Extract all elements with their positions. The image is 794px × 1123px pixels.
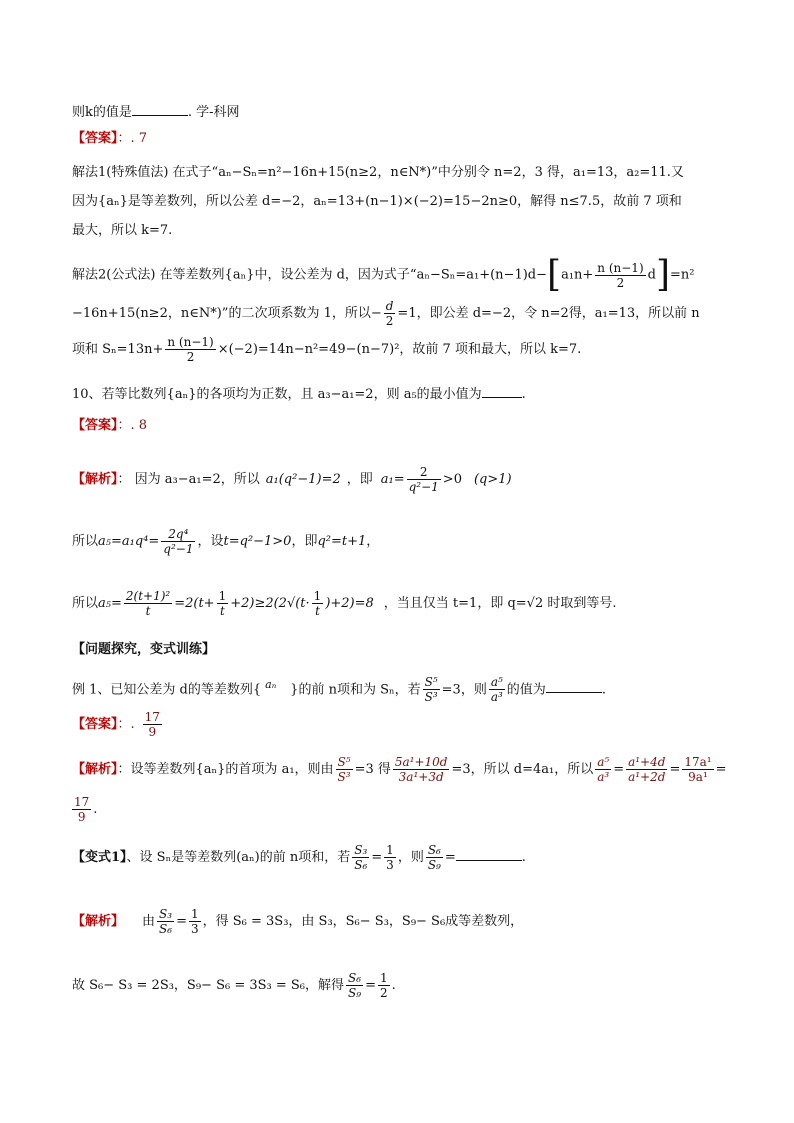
fraction-denominator: t (145, 604, 151, 618)
fraction-numerator: S₆ (348, 971, 362, 985)
text: 故 S₆− S₃ = 2S₃，S₉− S₆ = 3S₃ = S₆，解得 (72, 978, 345, 993)
text: ， (366, 534, 380, 549)
text: }的前 n项和为 Sₙ，若 (290, 682, 421, 698)
conclusion (72, 968, 734, 1004)
fraction-denominator: t (219, 604, 225, 618)
analysis-text: ，即 (346, 472, 373, 487)
fraction (336, 755, 353, 784)
fraction (384, 299, 396, 328)
fraction-numerator: 1 (190, 907, 199, 921)
condition: (q>1) (473, 472, 512, 487)
text: =3 得 (354, 762, 391, 777)
text: 由 (142, 914, 156, 929)
text: ：设等差数列{aₙ}的首项为 a₁，则由 (117, 762, 334, 777)
answer-label: 【答案】 (72, 717, 118, 732)
fraction-numerator: a⁵ (597, 755, 610, 769)
fraction-denominator: S³ (424, 690, 438, 705)
analysis-label: 【解析】 (72, 762, 118, 777)
solution2-line2 (72, 297, 734, 331)
text: =3，所以 d=4a₁，所以 (451, 762, 594, 777)
fraction-denominator: q²−1 (408, 480, 439, 494)
text: ，当且仅当 t=1，即 q=√2 时取到等号. (383, 596, 617, 611)
fraction-numerator: d (385, 299, 394, 313)
text: 、设 Sₙ是等差数列(aₙ)的前 n项和，若 (126, 850, 351, 865)
text: . (391, 978, 396, 993)
fraction-denominator: S₉ (427, 858, 441, 872)
analysis10-line (72, 460, 734, 500)
fraction (378, 971, 390, 1000)
solution2-text: 项和 Sₙ=13n+ (72, 342, 164, 357)
answer-line (72, 129, 734, 149)
text: ，设 (197, 534, 224, 549)
analysis-label: 【解析】 (72, 472, 118, 487)
derivation-line1 (72, 522, 734, 562)
answer-label: 【答案】 (72, 131, 118, 146)
fraction-numerator: 17 (74, 795, 90, 809)
text: =3，则 (441, 682, 487, 698)
derivation-line2 (72, 582, 734, 626)
fraction-numerator: n (n−1) (167, 335, 214, 349)
formula: aₙ (265, 678, 277, 691)
solution2-line1 (72, 254, 734, 295)
answer-value: ：. 8 (117, 418, 148, 433)
fraction-numerator: 17 (144, 710, 160, 724)
analysis-variant1 (72, 904, 734, 940)
text: = (444, 850, 456, 865)
fraction-denominator: 2 (385, 314, 394, 328)
answer-blank (546, 678, 602, 693)
solution2-text: −16n+15(n≥2，n∈N*)”的二次项系数为 1，所以− (72, 306, 382, 321)
fraction (124, 589, 172, 618)
fraction-numerator: n (n−1) (597, 260, 644, 275)
fraction-denominator: q²−1 (163, 542, 194, 556)
fraction-numerator: 1 (313, 589, 322, 603)
fraction (143, 710, 162, 739)
fraction (426, 843, 443, 872)
fraction (423, 675, 440, 704)
formula: )+2)=8 (325, 596, 374, 611)
solution1-line1: 解法1(特殊值法) 在式子“aₙ−Sₙ=n²−16n+15(n≥2，n∈N*)”中分别令 n=2，3 得，a₁=13，a₂=11.又 (72, 165, 684, 180)
solution2-text: d (647, 267, 656, 283)
section-heading: 【问题探究，变式训练】 (72, 642, 216, 657)
solution1-line3: 最大，所以 k=7. (72, 223, 173, 238)
fraction-numerator: 1 (379, 971, 388, 985)
fraction (165, 335, 215, 364)
solution2-text: ×(−2)=14n−n²=49−(n−7)²，故前 7 项和最大，所以 k=7. (217, 342, 582, 357)
fraction (217, 589, 229, 618)
fraction-denominator: 2 (379, 986, 388, 1000)
question-text: 则k的值是 (72, 105, 132, 120)
solution2-text: =n² (670, 267, 695, 283)
answer-blank (482, 383, 522, 398)
fraction (157, 907, 174, 936)
fraction-denominator: 9 (77, 810, 86, 824)
fraction-numerator: S⁵ (424, 675, 438, 690)
fraction (626, 755, 667, 784)
analysis-example1-line (72, 752, 734, 788)
lead-text: 所以 (72, 534, 99, 549)
fraction-denominator: 3 (386, 858, 394, 872)
variant1 (72, 840, 734, 876)
left-bracket: [ (547, 254, 562, 295)
text: = (176, 914, 187, 929)
formula: a₁= (380, 472, 405, 487)
solution2-text: a₁n+ (561, 267, 594, 283)
solution2-text: =1，即公差 d=−2，令 n=2得，a₁=13，所以前 n (397, 306, 700, 321)
text: = (613, 762, 625, 777)
formula: a₅= (98, 596, 122, 611)
text: = (365, 978, 376, 993)
question10-text: 10、若等比数列{aₙ}的各项均为正数，且 a₃−a₁=2，则 a₅的最小值为 (72, 387, 482, 402)
fraction-denominator: 9 (148, 725, 157, 739)
answer-label: 【答案】 (72, 418, 118, 433)
question-tail-line (72, 101, 734, 123)
text: . (93, 802, 98, 817)
fraction-numerator: 17a¹ (684, 755, 712, 769)
solution2-text: 解法2(公式法) 在等差数列{aₙ}中，设公差为 d，因为式子“aₙ−Sₙ=a₁+(n−1)d− (72, 267, 548, 283)
text: . (601, 682, 606, 698)
fraction (72, 795, 91, 824)
fraction-numerator: S₃ (159, 907, 173, 921)
text: 例 1、已知公差为 d的等差数列{ (72, 682, 262, 698)
fraction-numerator: 2 (407, 465, 441, 480)
text: = (669, 762, 681, 777)
fraction (312, 589, 324, 618)
fraction-numerator: 2(t+1)² (125, 589, 171, 603)
fraction-denominator: a³ (597, 770, 610, 784)
fraction-denominator: t (315, 604, 320, 618)
fraction-denominator: 3 (190, 922, 199, 936)
question-tail: . 学-科网 (187, 105, 240, 120)
fraction (189, 907, 201, 936)
right-bracket: ] (655, 254, 670, 295)
formula: q²=t+1 (317, 534, 367, 549)
fraction-denominator: a³ (490, 690, 503, 705)
fraction (384, 843, 396, 872)
formula: +2)≥2(2√(t· (230, 596, 310, 611)
fraction (352, 843, 369, 872)
fraction-denominator: S³ (337, 770, 351, 784)
answer10-line (72, 416, 734, 436)
answer-blank (132, 101, 188, 116)
fraction (682, 755, 713, 784)
solution1-line2: 因为{aₙ}是等差数列，所以公差 d=−2，aₙ=13+(n−1)×(−2)=15−2n≥0，解得 n≤7.5，故前 7 项和 (72, 194, 682, 209)
fraction (489, 675, 505, 704)
fraction-denominator: a¹+2d (628, 770, 666, 784)
formula: >0 (442, 472, 462, 487)
fraction-numerator: S₆ (427, 843, 441, 857)
fraction-numerator: a⁵ (490, 675, 503, 690)
fraction-numerator: 1 (218, 589, 227, 603)
fraction-numerator: 1 (386, 843, 394, 857)
analysis-example1-line2 (72, 792, 734, 828)
example1 (72, 668, 734, 707)
question10-tail: . (521, 387, 526, 402)
fraction-denominator: 3a¹+3d (398, 770, 444, 784)
analysis-text: ： 因为 a₃−a₁=2，所以 (117, 472, 260, 487)
answer-value: ：. (117, 717, 135, 732)
text: . (521, 850, 526, 865)
fraction-denominator: S₆ (159, 922, 173, 936)
text: = (715, 762, 727, 777)
fraction (595, 755, 611, 784)
text: ，则 (397, 850, 424, 865)
fraction-numerator: 2q⁴ (161, 527, 195, 542)
text: = (371, 850, 383, 865)
fraction-denominator: S₉ (348, 986, 362, 1000)
fraction (595, 261, 645, 290)
solution2-line3 (72, 333, 734, 367)
formula: =2(t+ (174, 596, 215, 611)
variant-label: 【变式1】 (72, 850, 127, 865)
text: ，得 S₆ = 3S₃，由 S₃，S₆− S₃，S₉− S₆成等差数列， (202, 914, 524, 929)
formula: a₅=a₁q⁴= (98, 534, 160, 549)
fraction-denominator: S₆ (354, 858, 368, 872)
fraction-numerator: a¹+4d (628, 755, 666, 769)
formula: a₁(q²−1)=2 (265, 472, 341, 487)
analysis-label: 【解析】 (72, 914, 125, 929)
fraction-numerator: S⁵ (337, 755, 351, 769)
fraction (393, 755, 450, 784)
fraction (161, 527, 195, 556)
fraction (407, 465, 441, 494)
formula: t=q²−1>0 (223, 534, 292, 549)
fraction-numerator: S₃ (354, 843, 368, 857)
lead-text: 所以 (72, 596, 99, 611)
fraction-numerator: 5a¹+10d (394, 755, 448, 769)
question10 (72, 383, 734, 405)
fraction-denominator: 9a¹ (688, 770, 708, 784)
answer-blank (456, 846, 522, 861)
fraction (346, 971, 363, 1000)
fraction-denominator: 2 (616, 275, 625, 290)
text: 的值为 (506, 682, 546, 698)
fraction-denominator: 2 (186, 350, 195, 364)
answer-value: ：. 7 (117, 131, 148, 146)
text: ，即 (291, 534, 318, 549)
answer-example1-line (72, 708, 734, 742)
